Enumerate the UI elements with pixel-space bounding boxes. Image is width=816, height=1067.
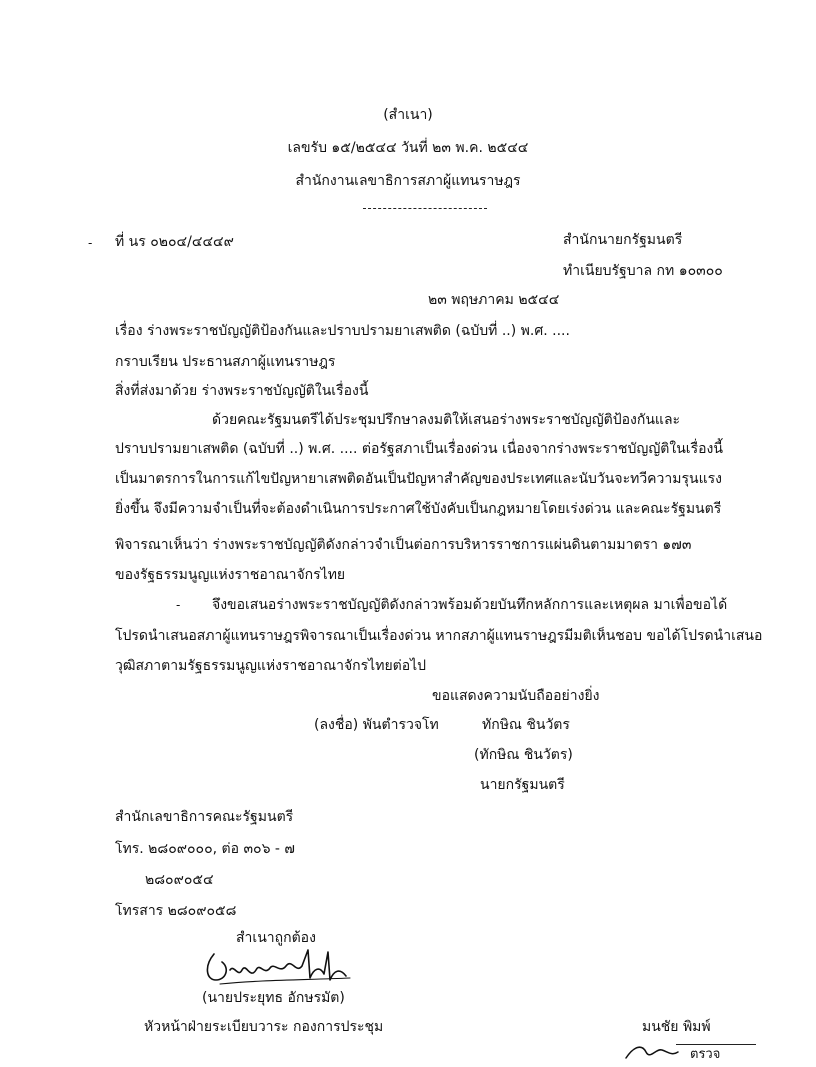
- sender-address: ทำเนียบรัฐบาล กท ๑๐๓๐๐: [563, 263, 723, 279]
- typist-note: มนชัย พิมพ์: [642, 1019, 711, 1035]
- footer-phone-2: ๒๘๐๙๐๕๔: [145, 872, 214, 888]
- letter-date: ๒๓ พฤษภาคม ๒๕๔๔: [428, 292, 560, 308]
- body-line: ของรัฐธรรมนูญแห่งราชอาณาจักรไทย: [115, 567, 346, 583]
- margin-tick: -: [88, 236, 93, 250]
- margin-tick: -: [176, 598, 181, 612]
- handwritten-signature: [200, 944, 360, 990]
- body-line: ยิ่งขึ้น จึงมีความจำเป็นที่จะต้องดำเนินการประกาศใช้บังคับเป็นกฎหมายโดยเร่งด่วน และคณะรัฐมนตรี: [115, 501, 722, 517]
- body-line: จึงขอเสนอร่างพระราชบัญญัติดังกล่าวพร้อมด้วยบันทึกหลักการและเหตุผล มาเพื่อขอได้: [212, 597, 728, 613]
- signatory-name: (ทักษิณ ชินวัตร): [474, 747, 573, 763]
- certifier-position: หัวหน้าฝ่ายระเบียบวาระ กองการประชุม: [144, 1019, 384, 1035]
- closing-phrase: ขอแสดงความนับถืออย่างยิ่ง: [432, 688, 600, 704]
- footer-phone: โทร. ๒๘๐๙๐๐๐, ต่อ ๓๐๖ - ๗: [115, 841, 295, 857]
- receipt-line: เลขรับ ๑๕/๒๕๔๔ วันที่ ๒๓ พ.ค. ๒๕๔๔: [287, 140, 529, 156]
- body-line: ปราบปรามยาเสพติด (ฉบับที่ ..) พ.ศ. .... ต่อรัฐสภาเป็นเรื่องด่วน เนื่องจากร่างพระราชบัญญัติในเรื่องนี้: [115, 441, 723, 457]
- copy-mark: (สำเนา): [383, 107, 433, 123]
- enclosure-line: สิ่งที่ส่งมาด้วย ร่างพระราชบัญญัติในเรื่องนี้: [115, 383, 369, 399]
- footer-fax: โทรสาร ๒๘๐๙๐๕๘: [115, 903, 237, 919]
- check-stamp-label: ตรวจ: [690, 1047, 721, 1062]
- salutation-line: กราบเรียน ประธานสภาผู้แทนราษฎร: [115, 354, 336, 370]
- sender-office: สำนักนายกรัฐมนตรี: [563, 232, 683, 248]
- footer-office: สำนักเลขาธิการคณะรัฐมนตรี: [115, 809, 294, 825]
- body-line: เป็นมาตรการในการแก้ไขปัญหายาเสพติดอันเป็นปัญหาสำคัญของประเทศและนับวันจะทวีความรุนแรง: [115, 471, 722, 487]
- separator-line: [363, 208, 487, 209]
- certified-label: สำเนาถูกต้อง: [236, 930, 316, 946]
- receiving-office: สำนักงานเลขาธิการสภาผู้แทนราษฎร: [295, 173, 521, 189]
- signatory-position: นายกรัฐมนตรี: [480, 777, 565, 793]
- reference-number: ที่ นร ๐๒๐๔/๔๔๔๙: [115, 234, 234, 250]
- handwritten-initial: [622, 1038, 680, 1062]
- subject-line: เรื่อง ร่างพระราชบัญญัติป้องกันและปราบปรามยาเสพติด (ฉบับที่ ..) พ.ศ. ....: [115, 323, 570, 339]
- body-line: พิจารณาเห็นว่า ร่างพระราชบัญญัติดังกล่าวจำเป็นต่อการบริหารราชการแผ่นดินตามมาตรา ๑๗๓: [115, 537, 692, 553]
- signed-name: ทักษิณ ชินวัตร: [482, 717, 570, 733]
- certifier-name: (นายประยุทธ อักษรมัต): [202, 990, 345, 1006]
- signed-label: (ลงชื่อ) พันตำรวจโท: [314, 717, 439, 733]
- body-line: โปรดนำเสนอสภาผู้แทนราษฎรพิจารณาเป็นเรื่องด่วน หากสภาผู้แทนราษฎรมีมติเห็นชอบ ขอได้โปรดนำเสนอ: [115, 628, 763, 644]
- body-line: วุฒิสภาตามรัฐธรรมนูญแห่งราชอาณาจักรไทยต่อไป: [115, 658, 427, 674]
- body-line: ด้วยคณะรัฐมนตรีได้ประชุมปรึกษาลงมติให้เสนอร่างพระราชบัญญัติป้องกันและ: [212, 412, 681, 428]
